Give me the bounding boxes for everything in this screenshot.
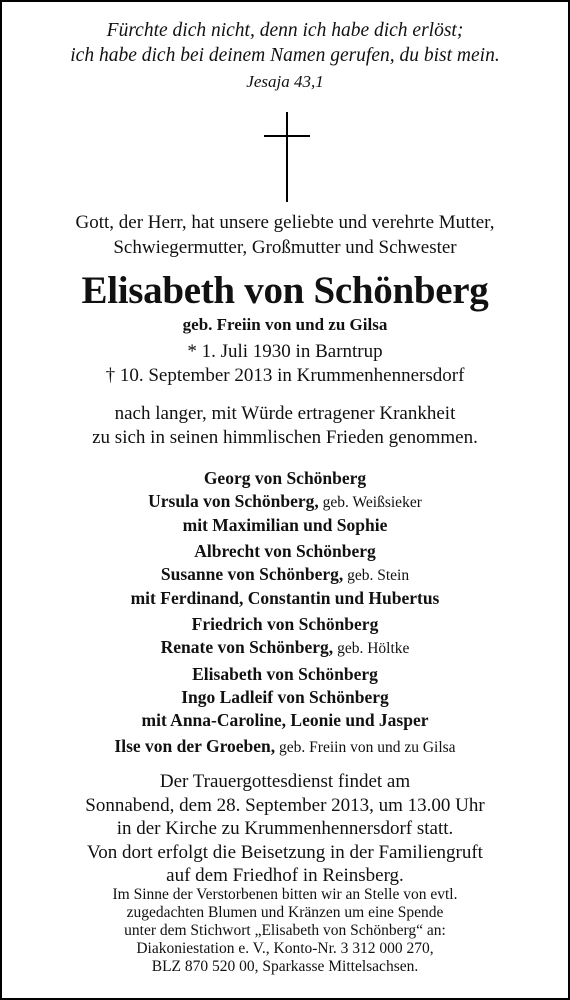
mourner: Friedrich von Schönberg <box>191 614 379 634</box>
mourners-list <box>2 467 568 759</box>
verse-line: Fürchte dich nicht, denn ich habe dich erlöst; <box>106 20 464 41</box>
donation-line: Im Sinne der Verstorbenen bitten wir an Stelle von evtl. <box>112 886 458 903</box>
service-line: Sonnabend, dem 28. September 2013, um 13.00 Uhr <box>85 794 485 816</box>
mourner-name: Ursula von Schönberg, <box>148 491 319 511</box>
mourner <box>2 490 568 514</box>
mourner-children: mit Maximilian und Sophie <box>182 515 388 535</box>
birth-date: * 1. Juli 1930 in Barntrup <box>187 341 383 362</box>
mourner-note: geb. Stein <box>343 567 410 584</box>
mourner-name: Susanne von Schönberg, <box>160 564 344 584</box>
passing-text <box>2 402 568 450</box>
mourner: Albrecht von Schönberg <box>194 541 376 561</box>
donation-info <box>2 886 568 976</box>
passing-line: nach langer, mit Würde ertragener Krankheit <box>114 403 456 424</box>
service-line: auf dem Friedhof in Reinsberg. <box>166 865 404 886</box>
mourner: Ingo Ladleif von Schönberg <box>181 687 389 707</box>
intro-text <box>2 210 568 260</box>
death-date: † 10. September 2013 in Krummenhennersdorf <box>105 365 465 386</box>
cross-icon <box>264 112 310 202</box>
donation-line: Diakoniestation e. V., Konto-Nr. 3 312 000 270, <box>136 940 434 957</box>
mourner-note: geb. Weißsieker <box>318 494 422 511</box>
mourner <box>2 735 568 759</box>
service-line: in der Kirche zu Krummenhennersdorf statt. <box>116 818 454 839</box>
donation-line: BLZ 870 520 00, Sparkasse Mittelsachsen. <box>151 958 419 975</box>
mourner-children: mit Anna-Caroline, Leonie und Jasper <box>141 710 429 730</box>
mourner-children: mit Ferdinand, Constantin und Hubertus <box>130 588 440 608</box>
intro-line: Schwiegermutter, Großmutter und Schwester <box>113 237 457 258</box>
bible-verse <box>2 18 568 94</box>
mourner <box>2 636 568 660</box>
service-line: Der Trauergottesdienst findet am <box>159 771 411 792</box>
mourner: Elisabeth von Schönberg <box>192 664 378 684</box>
verse-line: ich habe dich bei deinem Namen gerufen, du bist mein. <box>70 45 500 66</box>
life-dates <box>2 340 568 388</box>
family-group <box>2 540 568 610</box>
verse-reference: Jesaja 43,1 <box>246 72 324 91</box>
mourner-note: geb. Freiin von und zu Gilsa <box>275 739 456 756</box>
intro-line: Gott, der Herr, hat unsere geliebte und verehrte Mutter, <box>75 212 495 233</box>
maiden-name: geb. Freiin von und zu Gilsa <box>182 315 388 334</box>
deceased-name: Elisabeth von Schönberg <box>81 269 489 312</box>
donation-line: zugedachten Blumen und Kränzen um eine Spende <box>126 904 444 921</box>
mourner: Georg von Schönberg <box>203 468 367 488</box>
mourner <box>2 563 568 587</box>
family-group <box>2 467 568 537</box>
funeral-service-info <box>2 770 568 888</box>
service-line: Von dort erfolgt die Beisetzung in der Familiengruft <box>87 841 483 863</box>
family-group <box>2 663 568 732</box>
family-group <box>2 735 568 759</box>
mourner-name: Renate von Schönberg, <box>160 637 334 657</box>
passing-line: zu sich in seinen himmlischen Frieden genommen. <box>92 427 478 448</box>
mourner-name: Ilse von der Groeben, <box>114 736 276 756</box>
donation-line: unter dem Stichwort „Elisabeth von Schönberg“ an: <box>124 922 446 939</box>
family-group <box>2 613 568 660</box>
mourner-note: geb. Höltke <box>333 640 410 657</box>
